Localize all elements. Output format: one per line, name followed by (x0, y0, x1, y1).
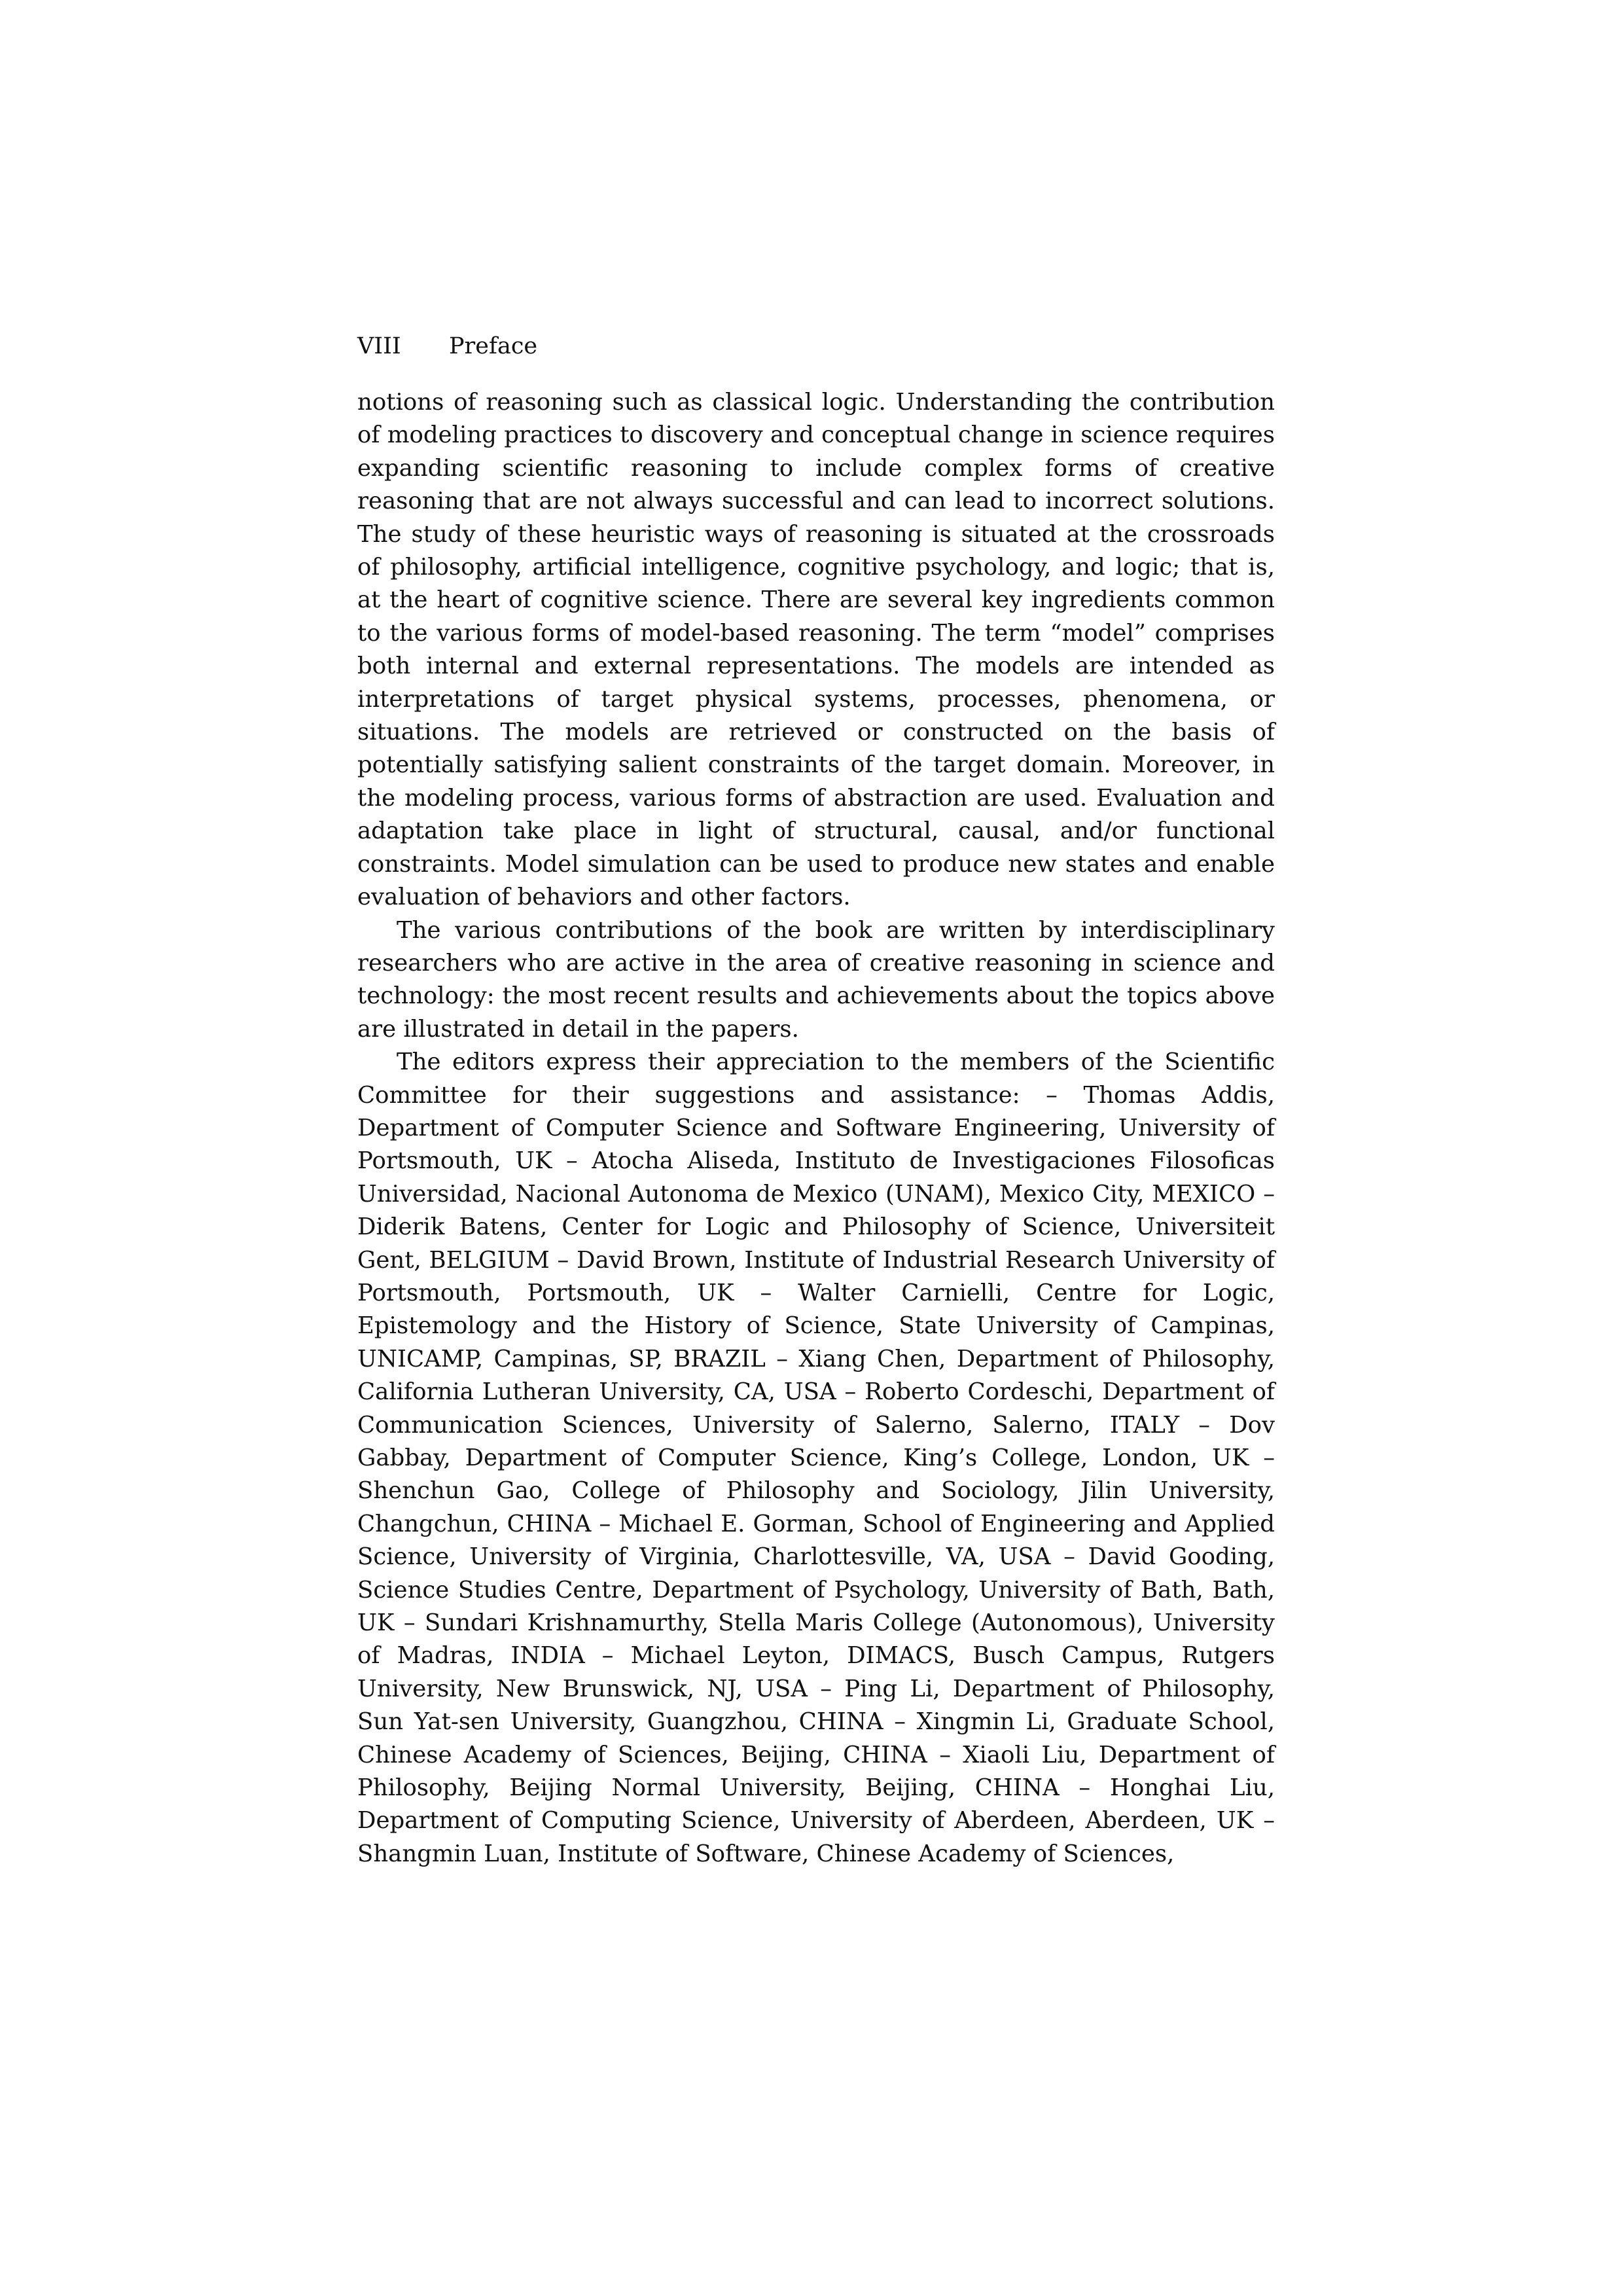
paragraph-contributions: The various contributions of the book are written by interdisciplinary researchers who are active in the area of creative reasoning in science and technology: the most recent results and achievements about the topics above are illustrated in detail in the papers. (357, 916, 1275, 1043)
page-number: VIII (357, 333, 401, 359)
section-title: Preface (449, 333, 538, 359)
body-text (357, 386, 1275, 1871)
paragraph-scientific-committee: The editors express their appreciation to the members of the Scientific Committee for their suggestions and assistance: – Thomas Addis, Department of Computer Science and Software Engineering, University of Portsmouth, UK – Atocha Aliseda, Instituto de Investigaciones Filosoficas Universidad, Nacional Autonoma de Mexico (UNAM), Mexico City, MEXICO – Diderik Batens, Center for Logic and Philosophy of Science, Universiteit Gent, BELGIUM – David Brown, Institute of Industrial Research University of Portsmouth, Portsmouth, UK – Walter Carnielli, Centre for Logic, Epistemology and the History of Science, State University of Campinas, UNICAMP, Campinas, SP, BRAZIL – Xiang Chen, Department of Philosophy, California Lutheran University, CA, USA – Roberto Cordeschi, Department of Communication Sciences, University of Salerno, Salerno, ITALY – Dov Gabbay, Department of Computer Science, King’s College, London, UK – Shenchun Gao, College of Philosophy and Sociology, Jilin University, Changchun, CHINA – Michael E. Gorman, School of Engineering and Applied Science, University of Virginia, Charlottesville, VA, USA – David Gooding, Science Studies Centre, Department of Psychology, University of Bath, Bath, UK – Sundari Krishnamurthy, Stella Maris College (Autonomous), University of Madras, INDIA – Michael Leyton, DIMACS, Busch Campus, Rutgers University, New Brunswick, NJ, USA – Ping Li, Department of Philosophy, Sun Yat-sen University, Guangzhou, CHINA – Xingmin Li, Graduate School, Chinese Academy of Sciences, Beijing, CHINA – Xiaoli Liu, Department of Philosophy, Beijing Normal University, Beijing, CHINA – Honghai Liu, Department of Computing Science, University of Aberdeen, Aberdeen, UK – Shangmin Luan, Institute of Software, Chinese Academy of Sciences, (357, 1049, 1275, 1867)
paragraph-model-based-reasoning: notions of reasoning such as classical logic. Understanding the contribution of modeling practices to discovery and conceptual change in science requires expanding scientific reasoning to include complex forms of creative reasoning that are not always successful and can lead to incorrect solutions. The study of these heuristic ways of reasoning is situated at the crossroads of philosophy, artificial intelligence, cognitive psychology, and logic; that is, at the heart of cognitive science. There are several key ingredients common to the various forms of model-based reasoning. The term “model” comprises both internal and external representations. The models are intended as interpretations of target physical systems, processes, phenomena, or situations. The models are retrieved or constructed on the basis of potentially satisfying salient constraints of the target domain. Moreover, in the modeling process, various forms of abstraction are used. Evaluation and adaptation take place in light of structural, causal, and/or functional constraints. Model simulation can be used to produce new states and enable evaluation of behaviors and other factors. (357, 389, 1275, 911)
running-head (357, 330, 537, 363)
